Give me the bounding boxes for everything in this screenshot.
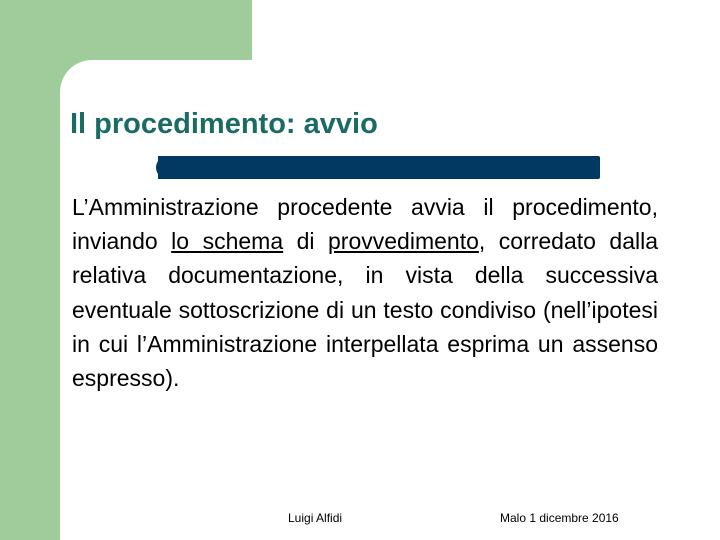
body-segment-1: L’Amministrazione procedente avvia il procedimento, inviando [72,194,658,255]
slide-title: Il procedimento: avvio [70,108,378,140]
footer-date: Malo 1 dicembre 2016 [500,511,619,525]
body-segment-2: di [283,228,329,255]
body-underlined-lo: lo [171,228,190,255]
body-segment-3: , corredato dalla relativa documentazione, in vista della successiva eventuale sottoscrizione di un testo condiviso (nell’ipotesi in cui l’Amministrazione interpellata esprima un assenso espresso). [72,228,659,392]
slide-body-text [72,190,658,395]
footer-author: Luigi Alfidi [288,511,343,525]
body-underlined-schema: schema [202,228,284,255]
body-underlined-provvedimento: provvedimento [328,228,479,255]
title-rule-bar [158,156,600,179]
body-underlined-space [189,228,203,254]
